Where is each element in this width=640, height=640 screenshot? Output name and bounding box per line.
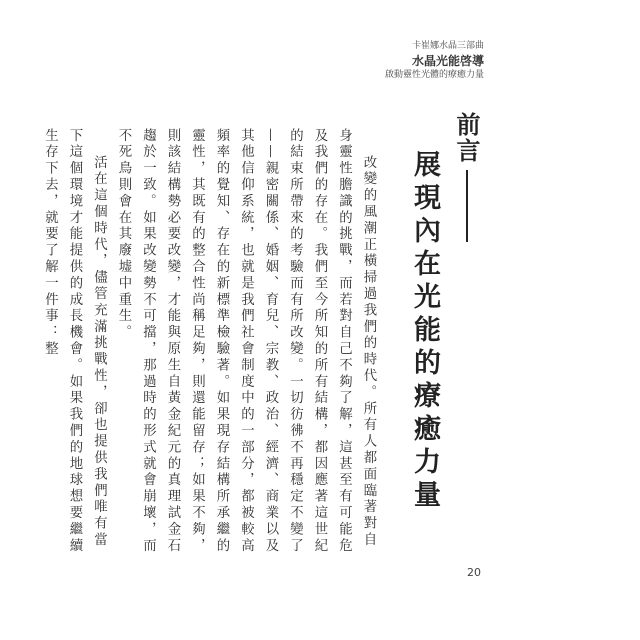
paragraph: 改變的風潮正橫掃過我們的時代。所有人都面臨著對自身靈性膽識的挑戰，而若對自己不夠了解，這甚至有可能危及我們的存在。我們至今所知的所有結構，都因應著這世紀的結束所帶來的考驗而有所改變。一切彷彿不再穩定不變了——親密關係、婚姻、育兒、宗教、政治、經濟、商業以及其他信仰系統，也就是我們社會制度中的一部分，都被較高頻率的覺知、存在的新標準檢驗著。如果現存結構所承繼的靈性，其既有的整合性尚稱足夠，則還能留存；如果不夠，則該結構勢必要改變，才能與原生自黃金紀元的真理試金石趨於一致。如果改變勢不可擋，那過時的形式就會崩壞，而不死鳥則會在其廢墟中重生。 (116, 128, 376, 555)
body-text (42, 128, 380, 558)
series-header (385, 40, 484, 82)
page-number: 20 (467, 566, 481, 579)
series-subtitle: 卡崔娜水晶三部曲 (411, 41, 484, 51)
em-dash-rule (466, 170, 468, 242)
chapter-title: 展現內在光能的療癒力量 (409, 150, 440, 513)
chapter-heading (449, 112, 484, 242)
book-tagline: 啟動靈性光體的療癒力量 (384, 70, 484, 80)
paragraph: 活在這個時代，儘管充滿挑戰性，卻也提供我們唯有當下這個環境才能提供的成長機會。如果我們的地球想要繼續生存下去，就要了解一件事：整 (42, 128, 107, 555)
book-title: 水晶光能啓導 (411, 54, 484, 68)
chapter-label: 前言 (452, 112, 481, 164)
